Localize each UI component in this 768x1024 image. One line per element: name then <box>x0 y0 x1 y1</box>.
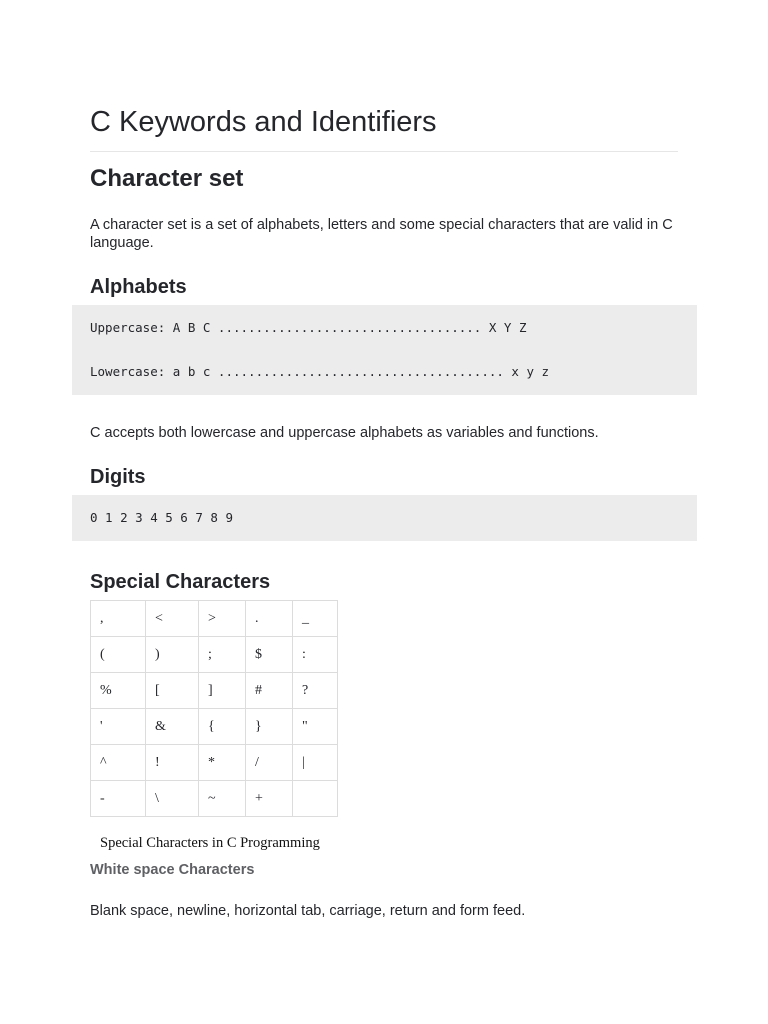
page-title: C Keywords and Identifiers <box>90 106 437 138</box>
table-cell: & <box>146 709 199 745</box>
table-cell: ) <box>146 637 199 673</box>
special-characters-heading: Special Characters <box>90 571 271 593</box>
table-cell: } <box>246 709 293 745</box>
table-cell <box>293 781 338 817</box>
table-cell: _ <box>293 601 338 637</box>
table-cell: , <box>91 601 146 637</box>
digits-code-block <box>72 495 697 541</box>
table-row <box>91 673 338 709</box>
digits-heading: Digits <box>90 466 146 488</box>
digits-line: 0 1 2 3 4 5 6 7 8 9 <box>90 510 233 525</box>
table-cell: ' <box>91 709 146 745</box>
table-cell: | <box>293 745 338 781</box>
table-cell: ; <box>199 637 246 673</box>
table-cell: \ <box>146 781 199 817</box>
table-cell: < <box>146 601 199 637</box>
lowercase-line: Lowercase: a b c ...................................... x y z <box>90 364 550 379</box>
white-space-description: Blank space, newline, horizontal tab, carriage, return and form feed. <box>90 903 526 919</box>
character-set-heading: Character set <box>90 165 244 192</box>
table-cell: $ <box>246 637 293 673</box>
alphabets-code-block <box>72 305 697 395</box>
table-cell: . <box>246 601 293 637</box>
table-cell: - <box>91 781 146 817</box>
table-cell: ? <box>293 673 338 709</box>
table-caption: Special Characters in C Programming <box>100 835 320 851</box>
table-cell: > <box>199 601 246 637</box>
white-space-heading: White space Characters <box>90 862 255 878</box>
table-cell: # <box>246 673 293 709</box>
table-row <box>91 709 338 745</box>
table-cell: * <box>199 745 246 781</box>
table-cell: / <box>246 745 293 781</box>
table-cell: { <box>199 709 246 745</box>
table-cell: % <box>91 673 146 709</box>
table-cell: : <box>293 637 338 673</box>
table-cell: + <box>246 781 293 817</box>
alphabets-note: C accepts both lowercase and uppercase alphabets as variables and functions. <box>90 425 599 441</box>
table-cell: " <box>293 709 338 745</box>
table-row <box>91 637 338 673</box>
character-set-description: A character set is a set of alphabets, letters and some special characters that are valid in C language. <box>90 217 673 251</box>
table-row <box>91 601 338 637</box>
uppercase-line: Uppercase: A B C ................................... X Y Z <box>90 320 527 335</box>
table-cell: [ <box>146 673 199 709</box>
table-cell: ~ <box>199 781 246 817</box>
alphabets-heading: Alphabets <box>90 276 187 298</box>
special-characters-table <box>90 600 338 817</box>
table-row <box>91 781 338 817</box>
table-cell: ( <box>91 637 146 673</box>
table-cell: ! <box>146 745 199 781</box>
table-cell: ^ <box>91 745 146 781</box>
table-cell: ] <box>199 673 246 709</box>
table-row <box>91 745 338 781</box>
title-divider <box>90 151 678 152</box>
